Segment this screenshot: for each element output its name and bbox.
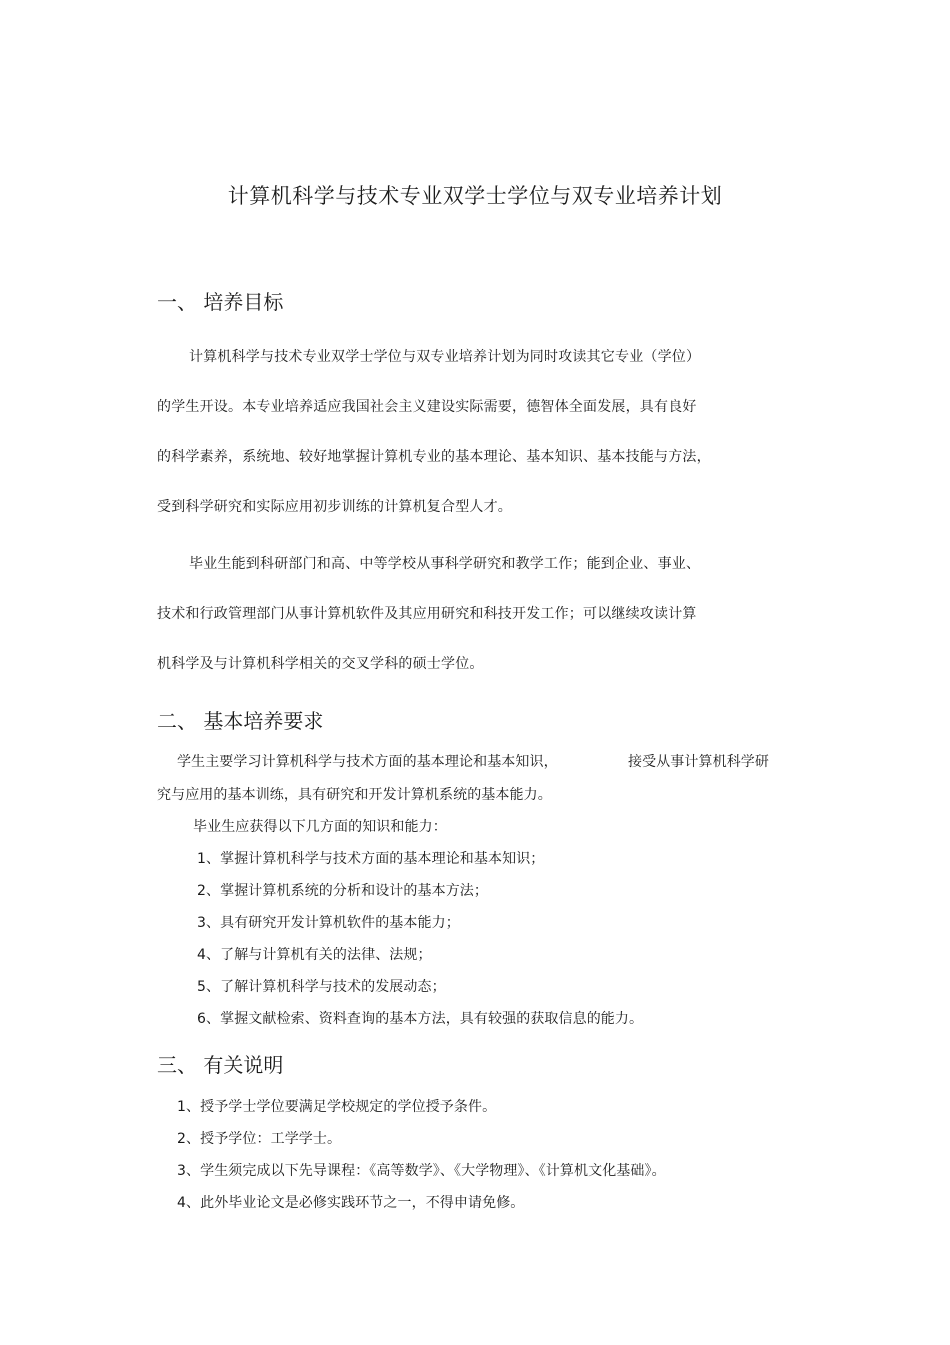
list-item: 4、了解与计算机有关的法律、法规； (197, 947, 432, 963)
paragraph-line: 接受从事计算机科学研 (628, 754, 769, 770)
paragraph-line: 学生主要学习计算机科学与技术方面的基本理论和基本知识， (177, 754, 558, 770)
list-item: 1、授予学士学位要满足学校规定的学位授予条件。 (177, 1099, 497, 1115)
paragraph-line: 受到科学研究和实际应用初步训练的计算机复合型人才。 (157, 499, 512, 515)
list-item: 5、了解计算机科学与技术的发展动态； (197, 979, 446, 995)
document-title: 计算机科学与技术专业双学士学位与双专业培养计划 (227, 184, 723, 208)
paragraph-line: 机科学及与计算机科学相关的交叉学科的硕士学位。 (157, 656, 484, 672)
paragraph-line: 的学生开设。本专业培养适应我国社会主义建设实际需要，德智体全面发展，具有良好 (157, 399, 697, 415)
list-lead: 毕业生应获得以下几方面的知识和能力： (193, 819, 447, 835)
paragraph-line: 计算机科学与技术专业双学士学位与双专业培养计划为同时攻读其它专业（学位） (189, 349, 701, 365)
list-item: 6、掌握文献检索、资料查询的基本方法，具有较强的获取信息的能力。 (197, 1011, 644, 1027)
list-item: 2、掌握计算机系统的分析和设计的基本方法； (197, 883, 489, 899)
section-heading-requirements: 二、 基本培养要求 (157, 709, 324, 733)
list-item: 1、掌握计算机科学与技术方面的基本理论和基本知识； (197, 851, 545, 867)
list-item: 2、授予学位：工学学士。 (177, 1131, 342, 1147)
section-heading-notes: 三、 有关说明 (157, 1053, 284, 1077)
section-heading-objectives: 一、 培养目标 (157, 290, 284, 314)
paragraph-line: 究与应用的基本训练，具有研究和开发计算机系统的基本能力。 (157, 787, 552, 803)
list-item: 4、此外毕业论文是必修实践环节之一，不得申请免修。 (177, 1195, 525, 1211)
list-item: 3、具有研究开发计算机软件的基本能力； (197, 915, 460, 931)
paragraph-line: 的科学素养，系统地、较好地掌握计算机专业的基本理论、基本知识、基本技能与方法， (157, 449, 711, 465)
paragraph-line: 技术和行政管理部门从事计算机软件及其应用研究和科技开发工作；可以继续攻读计算 (157, 606, 697, 622)
paragraph-line: 毕业生能到科研部门和高、中等学校从事科学研究和教学工作；能到企业、事业、 (189, 556, 701, 572)
list-item: 3、学生须完成以下先导课程：《高等数学》、《大学物理》、《计算机文化基础》。 (177, 1163, 666, 1179)
